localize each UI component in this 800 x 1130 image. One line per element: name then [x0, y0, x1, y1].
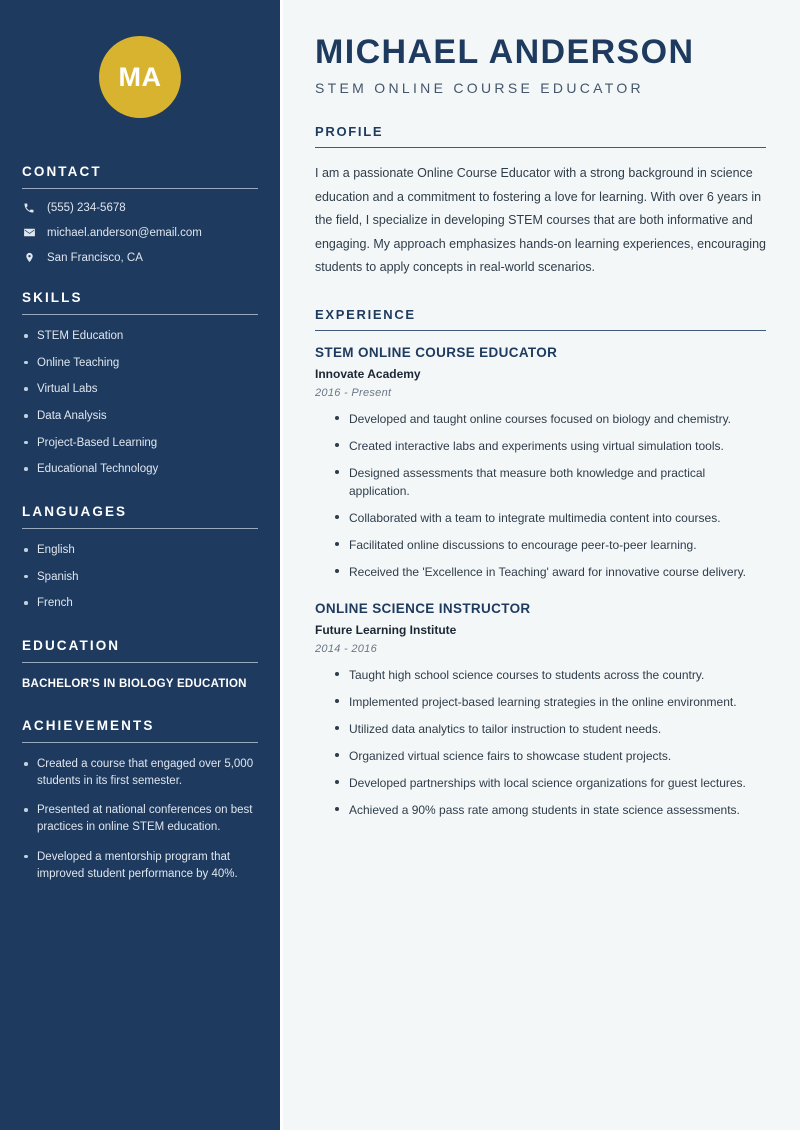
list-item: Utilized data analytics to tailor instruction to student needs. [333, 720, 766, 738]
contact-phone-value: (555) 234-5678 [47, 202, 126, 214]
avatar: MA [99, 36, 181, 118]
list-item: Presented at national conferences on best practices in online STEM education. [22, 802, 258, 835]
list-item: Developed and taught online courses focused on biology and chemistry. [333, 410, 766, 428]
contact-item-email[interactable] [22, 226, 258, 239]
achievements-divider [22, 742, 258, 743]
list-item: Created interactive labs and experiments using virtual simulation tools. [333, 437, 766, 455]
job-bullet-list [315, 410, 766, 581]
list-item: Designed assessments that measure both knowledge and practical application. [333, 464, 766, 500]
job-title: STEM ONLINE COURSE EDUCATOR [315, 345, 558, 361]
education-section [22, 638, 258, 692]
job-company: Innovate Academy [315, 367, 421, 382]
profile-heading: PROFILE [315, 124, 384, 140]
achievements-heading: ACHIEVEMENTS [22, 718, 155, 734]
main-content [280, 0, 800, 1130]
education-heading: EDUCATION [22, 638, 121, 654]
contact-divider [22, 188, 258, 189]
contact-item-location[interactable] [22, 251, 258, 264]
list-item: Facilitated online discussions to encourage peer-to-peer learning. [333, 536, 766, 554]
list-item: Project-Based Learning [22, 435, 258, 452]
languages-section [22, 504, 258, 612]
languages-divider [22, 528, 258, 529]
list-item: Data Analysis [22, 408, 258, 425]
profile-text: I am a passionate Online Course Educator with a strong background in science education and a commitment to fostering a love for learning. With over 6 years in the field, I specialize in developing STEM courses that are both informative and engaging. My approach emphasizes hands-on learning experiences, encouraging students to apply concepts in real-world scenarios. [315, 166, 766, 274]
job-company: Future Learning Institute [315, 623, 457, 638]
list-item: Spanish [22, 569, 258, 586]
contact-location-value: San Francisco, CA [47, 251, 143, 264]
list-item: Virtual Labs [22, 381, 258, 398]
contact-section [22, 164, 258, 264]
skills-divider [22, 314, 258, 315]
list-item: Created a course that engaged over 5,000 students in its first semester. [22, 756, 258, 789]
achievements-list [22, 756, 258, 882]
list-item: Collaborated with a team to integrate multimedia content into courses. [333, 509, 766, 527]
contact-item-phone[interactable] [22, 202, 258, 214]
list-item: Implemented project-based learning strategies in the online environment. [333, 693, 766, 711]
job-dates: 2014 - 2016 [315, 643, 378, 656]
phone-icon [22, 202, 36, 214]
achievements-section [22, 718, 258, 882]
list-item: Organized virtual science fairs to showcase student projects. [333, 747, 766, 765]
list-item: Achieved a 90% pass rate among students in state science assessments. [333, 801, 766, 819]
avatar-container [22, 0, 258, 164]
list-item: Taught high school science courses to students across the country. [333, 666, 766, 684]
contact-heading: CONTACT [22, 164, 102, 179]
job-subtitle: STEM ONLINE COURSE EDUCATOR [315, 80, 644, 97]
list-item: French [22, 595, 258, 612]
experience-entry [315, 601, 766, 819]
list-item: Developed a mentorship program that improved student performance by 40%. [22, 849, 258, 882]
list-item: STEM Education [22, 328, 258, 345]
list-item: Online Teaching [22, 355, 258, 372]
profile-section [315, 124, 766, 279]
contact-email-value: michael.anderson@email.com [47, 226, 202, 239]
list-item: Developed partnerships with local science organizations for guest lectures. [333, 774, 766, 792]
location-pin-icon [22, 251, 36, 264]
skills-heading: SKILLS [22, 290, 83, 305]
education-degree: BACHELOR'S IN BIOLOGY EDUCATION [22, 678, 247, 691]
skills-section [22, 290, 258, 478]
sidebar [0, 0, 280, 1130]
page-title: MICHAEL ANDERSON [315, 33, 695, 71]
email-icon [22, 226, 36, 239]
profile-divider [315, 147, 766, 148]
experience-heading: EXPERIENCE [315, 307, 416, 323]
experience-section [315, 307, 766, 819]
languages-heading: LANGUAGES [22, 504, 128, 520]
list-item: Educational Technology [22, 461, 258, 478]
experience-entry [315, 345, 766, 581]
job-title: ONLINE SCIENCE INSTRUCTOR [315, 601, 531, 617]
skills-list [22, 328, 258, 478]
job-dates: 2016 - Present [315, 387, 392, 400]
languages-list [22, 542, 258, 612]
job-bullet-list [315, 666, 766, 819]
education-divider [22, 662, 258, 663]
list-item: Received the 'Excellence in Teaching' award for innovative course delivery. [333, 563, 766, 581]
experience-divider [315, 330, 766, 331]
list-item: English [22, 542, 258, 559]
